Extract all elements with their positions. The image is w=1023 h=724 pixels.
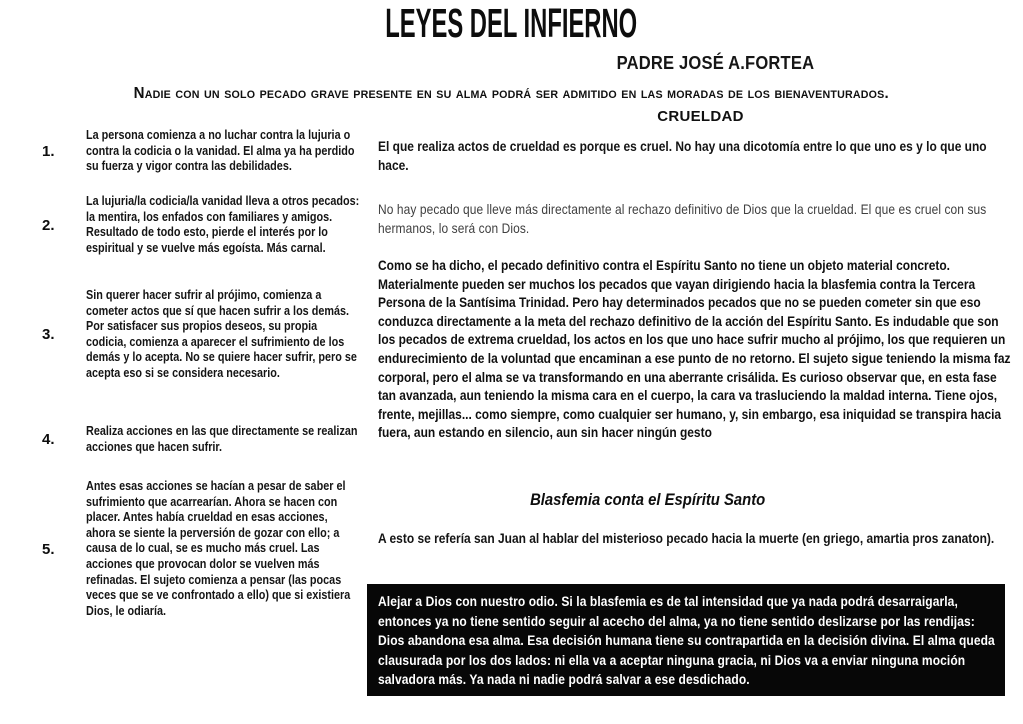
paragraph-holy-spirit-sin: Como se ha dicho, el pecado definitivo contra el Espíritu Santo no tiene un objeto material concreto. Materialmente pueden ser muchos los pecados que vayan dirigiendo hacia la blasfemia contra la Tercera Persona de la Santísima Trinidad. Pero hay determinados pecados que no se pueden cometer sin que eso conduzca directamente a la meta del rechazo definitivo de la acción del Espíritu Santo. Es indudable que son los pecados de extrema crueldad, los actos en los que uno hace sufrir mucho al prójimo, los que requieren un endurecimiento de la voluntad que encaminan a ese punto de no retorno. El sujeto sigue teniendo la misma faz corporal, pero el alma se va transformando en una aberrante crisálida. Es curioso observar que, en esta fase tan avanzada, aun teniendo la misma cara en el cuerpo, la cara va trasluciendo la maldad interna. Tiene ojos, frente, mejillas... como siempre, como cualquier ser humano, y, sin embargo, esa iniquidad se transpira hacia fuera, aun estando en silencio, aun sin hacer ningún gesto [378,257,1011,441]
section-heading-text: CRUELDAD [657,108,744,125]
highlight-box-text: Alejar a Dios con nuestro odio. Si la blasfemia es de tal intensidad que ya nada podrá desarraigarla, entonces ya no tiene sentido seguir al acecho del alma, ya no tiene sentido deslizarse por las rendijas: Dios abandona esa alma. Esa decisión humana tiene su contrapartida en la decisión divina. El alma queda clausurada por los dos lados: ni ella va a aceptar ninguna gracia, ni Dios va a enviar ninguna moción salvadora más. Ya nada ni nadie podrá salvar a ese desdichado. [378,594,995,688]
list-item-number: 3. [42,326,55,344]
list-item [38,479,404,619]
subheading-blasphemy-text: Blasfemia conta el Espíritu Santo [530,491,766,509]
author-byline [378,53,1023,74]
list-item-number: 4. [42,431,55,449]
page-title [0,0,1023,47]
list-item-number: 5. [42,540,55,558]
subheading-blasphemy [378,491,918,510]
paragraph-cruelty-intro: El que realiza actos de crueldad es porque es cruel. No hay una dicotomía entre lo que uno es y lo que uno hace. [378,138,987,173]
author-byline-text: PADRE JOSÉ A.FORTEA [616,53,815,73]
tagline [0,85,1023,103]
list-item-number: 2. [42,216,55,234]
list-item [38,288,404,382]
tagline-text: Nadie con un solo pecado grave presente en su alma podrá ser admitido en las moradas de los bienaventurados. [133,85,890,102]
list-item-text: La persona comienza a no luchar contra la lujuria o contra la codicia o la vanidad. El alma ya ha perdido su fuerza y vigor contra las debilidades. [86,128,355,174]
list-item-text: Antes esas acciones se hacían a pesar de saber el sufrimiento que acarrearían. Ahora se hacen con placer. Antes había crueldad en esas acciones, ahora se siente la perversión de gozar con ello; a causa de lo cual, se es mucho más cruel. Las acciones que provocan dolor se vuelven más refinadas. El sujeto comienza a pensar (las pocas veces que se ve confrontado a ello) que si existiera Dios, le odiaría. [86,479,351,618]
list-item-text: Sin querer hacer sufrir al prójimo, comienza a cometer actos que sí que hacen sufrir a los demás. Por satisfacer sus propios deseos, su propia codicia, comienza a aparecer el sufrimiento de los demás y lo acepta. No se quiere hacer sufrir, pero se acepta eso si se considera necesario. [86,288,357,380]
list-item-text: La lujuria/la codicia/la vanidad lleva a otros pecados: la mentira, los enfados con familiares y amigos. Resultado de todo esto, pierde el interés por lo espiritual y se vuelve más egoísta. Más carnal. [86,194,360,255]
highlight-box [367,584,1005,696]
list-item-text: Realiza acciones en las que directamente se realizan acciones que hacen sufrir. [86,424,358,454]
list-item [38,194,404,256]
section-heading [378,108,1023,126]
list-item-number: 1. [42,142,55,160]
list-item [38,128,404,175]
paragraph-san-juan: A esto se refería san Juan al hablar del misterioso pecado hacia la muerte (en griego, amartia pros zanaton). [378,530,995,546]
paragraph-cruelty-rejection: No hay pecado que lleve más directamente al rechazo definitivo de Dios que la crueldad. El que es cruel con sus hermanos, lo será con Dios. [378,201,987,236]
list-item [38,424,404,455]
page-title-text: LEYES DEL INFIERNO [385,0,638,46]
